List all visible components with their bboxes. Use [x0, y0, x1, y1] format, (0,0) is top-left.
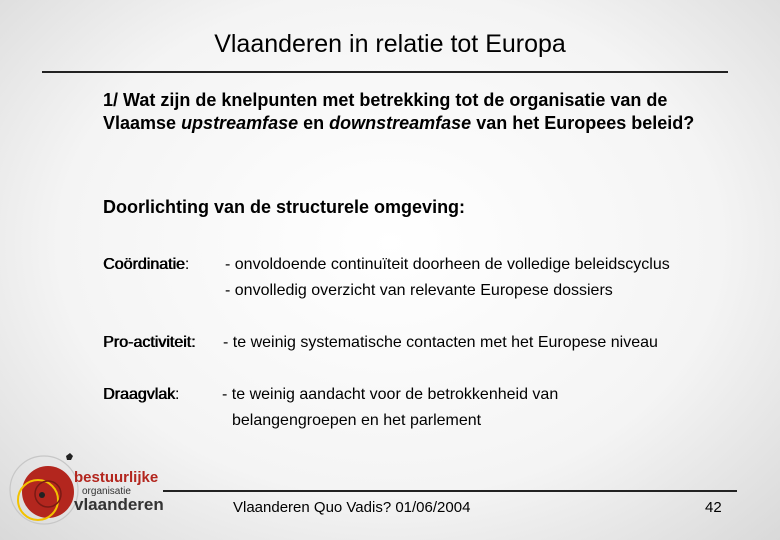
footer-divider: [163, 490, 737, 492]
proactivity-label: Pro-activiteit:: [103, 334, 196, 351]
question-emphasis-downstream: downstreamfase: [329, 113, 472, 133]
logo-red-disc: [22, 466, 74, 518]
title-divider: [42, 71, 728, 73]
coordination-items: [225, 252, 670, 304]
proactivity-item: - te weinig systematische contacten met het Europese niveau: [223, 334, 658, 351]
slide-title: Vlaanderen in relatie tot Europa: [214, 30, 566, 58]
question-emphasis-upstream: upstreamfase: [181, 113, 299, 133]
logo-center-dot: [39, 492, 45, 498]
coordination-label-suffix: :: [184, 256, 190, 273]
support-base-label: [103, 382, 179, 408]
logo-line-3: vlaanderen: [74, 495, 164, 514]
coordination-item: - onvoldoende continuïteit doorheen de volledige beleidscyclus: [225, 256, 670, 273]
page-number: 42: [705, 499, 722, 516]
coordination-label-text: Coördinatie: [103, 256, 185, 273]
support-base-item: - te weinig aandacht voor de betrokkenheid van: [222, 386, 559, 403]
proactivity-items: [223, 330, 658, 356]
support-base-items: [222, 382, 558, 434]
bestuurlijke-organisatie-vlaanderen-logo: [4, 444, 164, 536]
support-base-label-text: Draagvlak: [103, 386, 176, 403]
coordination-label: [103, 252, 189, 278]
support-base-label-suffix: :: [175, 386, 180, 403]
question-text: [103, 89, 743, 135]
section-subheading: Doorlichting van de structurele omgeving:: [103, 197, 466, 217]
support-base-item-continued: belangengroepen en het parlement: [232, 412, 482, 429]
coordination-item: - onvolledig overzicht van relevante Europese dossiers: [225, 282, 613, 299]
logo-line-1: bestuurlijke: [74, 469, 159, 486]
question-text-part-1: 1/ Wat zijn de knelpunten met betrekking tot de organisatie van de Vlaamse: [103, 90, 668, 133]
question-text-part-2: en: [298, 113, 330, 133]
footer-text: Vlaanderen Quo Vadis? 01/06/2004: [233, 499, 471, 516]
question-text-part-3: van het Europees beleid?: [471, 113, 695, 133]
flemish-lion-icon: [66, 453, 73, 460]
logo-line-2: organisatie: [82, 486, 131, 497]
